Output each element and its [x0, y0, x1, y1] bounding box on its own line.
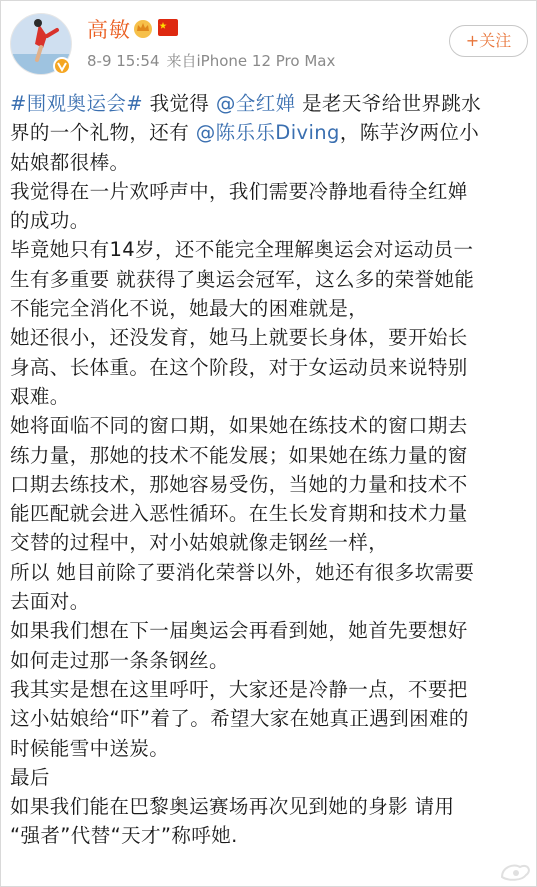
- text-span: 我觉得在一片欢呼声中，我们需要冷静地看待全红婵: [10, 179, 468, 203]
- post-source: 来自iPhone 12 Pro Max: [166, 52, 336, 70]
- post-text-line: [10, 118, 532, 147]
- post-text-line: [10, 441, 532, 470]
- text-span: 我觉得: [142, 92, 216, 115]
- text-span: 练力量，那她的技术不能发展；如果她在练力量的窗: [10, 443, 468, 467]
- username[interactable]: 高敏: [87, 18, 131, 42]
- text-span: 界的一个礼物，还有: [10, 121, 196, 145]
- hashtag-link[interactable]: #围观奥运会#: [10, 92, 143, 115]
- text-span: 最后: [10, 765, 50, 789]
- post-time: 8-9 15:54: [87, 52, 160, 70]
- post-text-line: [10, 265, 532, 294]
- mention-link[interactable]: @全红婵: [215, 92, 296, 115]
- text-span: 这小姑娘给“吓”着了。希望大家在她真正遇到困难的: [10, 707, 469, 731]
- post-text-line: [10, 704, 532, 733]
- post-text-line: [10, 646, 532, 675]
- text-span: 是老天爷给世界跳水: [295, 92, 482, 115]
- text-span: 交替的过程中，对小姑娘就像走钢丝一样，: [10, 531, 389, 555]
- text-span: 口期去练技术，那她容易受伤，当她的力量和技术不: [10, 472, 468, 496]
- post-text-line: [10, 89, 532, 118]
- post-text-line: [10, 148, 532, 177]
- text-span: 生有多重要 就获得了奥运会冠军，这么多的荣誉她能: [10, 267, 475, 291]
- post-text-line: [10, 821, 532, 850]
- post-text-line: [10, 528, 532, 557]
- text-span: 如果我们想在下一届奥运会再看到她，她首先要想好: [10, 619, 468, 643]
- post-text-line: [10, 235, 532, 264]
- text-span: ，陈芋汐两位小: [339, 121, 480, 145]
- text-span: 不能完全消化不说，她最大的困难就是，: [10, 297, 369, 321]
- post-text-line: [10, 177, 532, 206]
- text-span: “强者”代替“天才”称呼她.: [10, 824, 238, 848]
- watermark-logo-icon: [498, 859, 534, 883]
- text-span: 她还很小，还没发育，她马上就要长身体，要开始长: [10, 326, 468, 350]
- verified-badge-icon: [53, 57, 71, 75]
- text-span: 姑娘都很棒。: [10, 150, 130, 174]
- text-span: 我其实是想在这里呼吁，大家还是冷静一点，不要把: [10, 677, 468, 701]
- text-span: 去面对。: [10, 590, 90, 614]
- post-text-line: [10, 206, 532, 235]
- post-header: [1, 1, 537, 87]
- text-span: 所以 她目前除了要消化荣誉以外，她还有很多坎需要: [10, 560, 475, 584]
- text-span: 她将面临不同的窗口期，如果她在练技术的窗口期去: [10, 414, 468, 438]
- crown-badge-icon: [132, 18, 154, 38]
- post-text-line: [10, 323, 532, 352]
- text-span: 身高、长体重。在这个阶段，对于女运动员来说特别: [10, 355, 468, 379]
- post-text-line: [10, 587, 532, 616]
- post-text-line: [10, 499, 532, 528]
- post-text-line: [10, 470, 532, 499]
- text-span: 的成功。: [10, 209, 90, 233]
- text-span: 毕竟她只有14岁，还不能完全理解奥运会对运动员一: [10, 238, 474, 262]
- text-span: 时候能雪中送炭。: [10, 736, 170, 760]
- text-span: 如果我们能在巴黎奥运赛场再次见到她的身影 请用: [10, 795, 455, 819]
- post-text-line: [10, 763, 532, 792]
- post-text-line: [10, 675, 532, 704]
- text-span: 艰难。: [10, 384, 70, 408]
- post-text-line: [10, 792, 532, 821]
- post-text-line: [10, 411, 532, 440]
- post-text-line: [10, 734, 532, 763]
- mention-link[interactable]: @陈乐乐Diving: [195, 121, 340, 145]
- post-text-line: [10, 294, 532, 323]
- post-content: [10, 89, 532, 851]
- post-meta: [87, 50, 335, 71]
- china-flag-icon: [158, 19, 178, 36]
- text-span: 如何走过那一条条钢丝。: [10, 648, 229, 672]
- post-text-line: [10, 382, 532, 411]
- text-span: 能匹配就会进入恶性循环。在生长发育期和技术力量: [10, 502, 468, 526]
- follow-button[interactable]: +关注: [449, 25, 528, 57]
- post-text-line: [10, 353, 532, 382]
- post-text-line: [10, 558, 532, 587]
- post-text-line: [10, 616, 532, 645]
